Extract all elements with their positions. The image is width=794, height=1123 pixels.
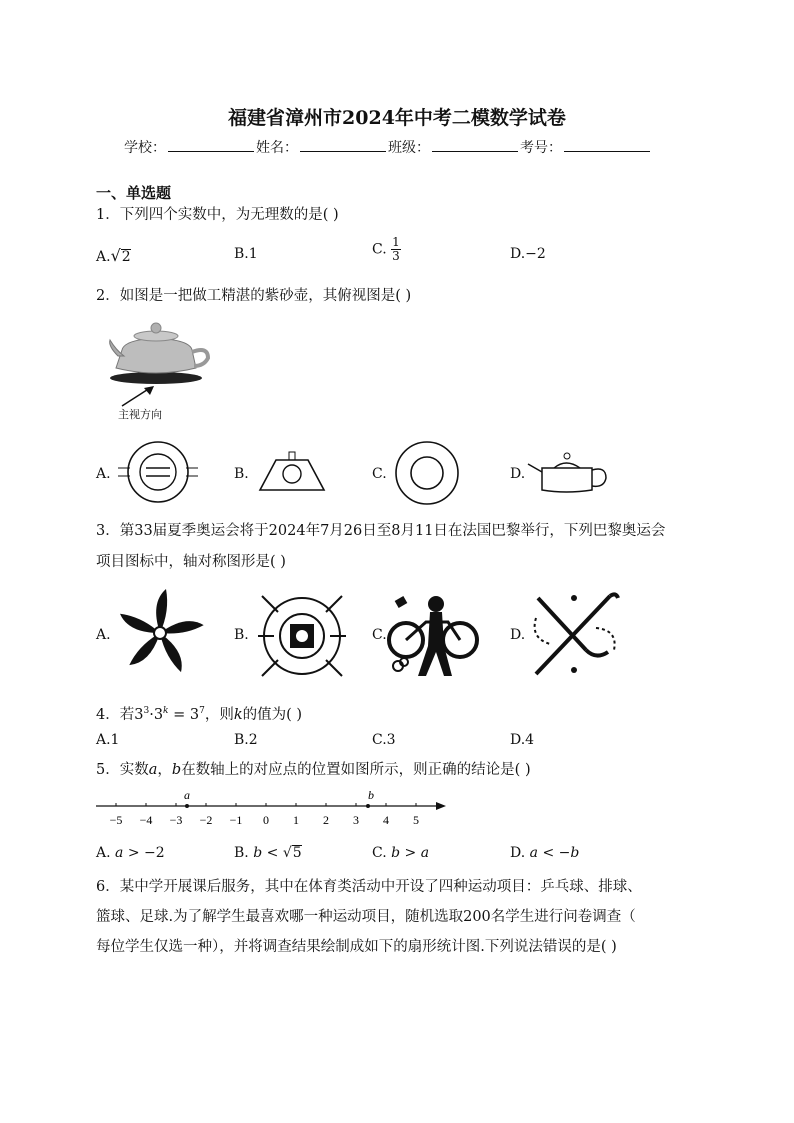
name-label: 姓名： xyxy=(256,140,298,156)
page-title: 福建省漳州市2024年中考二模数学试卷 xyxy=(228,107,566,129)
q2-option-a-figure xyxy=(116,440,200,504)
q3-option-b-label: B. xyxy=(234,627,249,643)
q1-option-b: B.1 xyxy=(234,246,258,262)
q2-option-a-label: A. xyxy=(96,466,111,482)
question-3-line-2: 项目图标中，轴对称图形是( ) xyxy=(96,554,286,570)
class-field[interactable] xyxy=(432,137,518,152)
question-6-line-1: 6．某中学开展课后服务，其中在体育类活动中开设了四种运动项目：乒乓球、排球、 xyxy=(96,879,642,895)
q3-option-c-cyclist-icon xyxy=(386,592,480,680)
axis-tick-label: 0 xyxy=(263,813,269,827)
q2-option-d-figure xyxy=(526,446,610,496)
q5-option-d: D. a < −b xyxy=(510,845,580,861)
q5-option-b: B. b < √5 xyxy=(234,845,302,861)
axis-tick-label: −2 xyxy=(199,813,213,827)
axis-tick-label: −4 xyxy=(139,813,153,827)
question-3-line-1: 3．第33届夏季奥运会将于2024年7月26日至8月11日在法国巴黎举行，下列巴黎奥运会 xyxy=(96,523,666,539)
question-6-line-2: 篮球、足球.为了解学生最喜欢哪一种运动项目，随机选取200名学生进行问卷调查（ xyxy=(96,909,636,925)
question-1-stem: 1．下列四个实数中，为无理数的是( ) xyxy=(96,207,339,223)
q2-option-c-figure xyxy=(394,440,460,506)
question-6-line-3: 每位学生仅选一种），并将调查结果绘制成如下的扇形统计图.下列说法错误的是( ) xyxy=(96,939,617,955)
q3-option-d-hockey-icon xyxy=(526,588,622,682)
axis-point-b-label: b xyxy=(368,788,374,802)
name-field[interactable] xyxy=(300,137,386,152)
question-2-stem: 2．如图是一把做工精湛的紫砂壶，其俯视图是( ) xyxy=(96,288,412,304)
class-label: 班级： xyxy=(388,140,430,156)
q5-option-c: C. b > a xyxy=(372,845,430,861)
teapot-photo xyxy=(104,316,214,388)
axis-tick-label: −1 xyxy=(229,813,243,827)
student-info-row xyxy=(124,137,652,157)
view-direction-caption: 主视方向 xyxy=(118,408,162,421)
q2-option-b-label: B. xyxy=(234,466,249,482)
q3-option-b-target-icon xyxy=(254,590,350,682)
q2-option-c-label: C. xyxy=(372,466,387,482)
axis-tick-label: 4 xyxy=(383,813,389,827)
exam-number-label: 考号： xyxy=(520,140,562,156)
q3-option-c-label: C. xyxy=(372,627,387,643)
axis-tick-label: 5 xyxy=(413,813,419,827)
q4-option-d: D.4 xyxy=(510,732,535,748)
fraction: $\frac{1}{3}$ xyxy=(392,235,400,263)
q1-option-d: D.−2 xyxy=(510,246,546,262)
axis-tick-label: −3 xyxy=(169,813,183,827)
q4-option-a: A.1 xyxy=(96,732,120,748)
section-heading: 一、单选题 xyxy=(96,184,172,202)
q4-option-c: C.3 xyxy=(372,732,396,748)
axis-tick-label: 3 xyxy=(353,813,359,827)
q3-option-a-label: A. xyxy=(96,627,111,643)
number-line xyxy=(92,786,452,830)
q3-option-a-pinwheel-icon xyxy=(112,586,208,680)
question-4-stem: 4．若$3^3\cdot 3^k = 3^7$，则k的值为( ) xyxy=(96,706,303,723)
question-5-stem: 5．实数a，b在数轴上的对应点的位置如图所示，则正确的结论是( ) xyxy=(96,762,531,778)
axis-tick-label: 2 xyxy=(323,813,329,827)
q1-option-c: C. $\frac{1}{3}$ xyxy=(372,235,400,263)
q3-option-d-label: D. xyxy=(510,627,526,643)
q2-option-d-label: D. xyxy=(510,466,526,482)
q4-option-b: B.2 xyxy=(234,732,258,748)
exam-number-field[interactable] xyxy=(564,137,650,152)
school-field[interactable] xyxy=(168,137,254,152)
q2-option-b-figure xyxy=(254,446,330,496)
q5-option-a: A. a > −2 xyxy=(96,845,165,861)
axis-point-a-label: a xyxy=(184,788,190,802)
school-label: 学校： xyxy=(124,140,166,156)
axis-tick-label: −5 xyxy=(109,813,123,827)
axis-tick-label: 1 xyxy=(293,813,299,827)
q1-option-a: A.√2 xyxy=(96,246,131,265)
